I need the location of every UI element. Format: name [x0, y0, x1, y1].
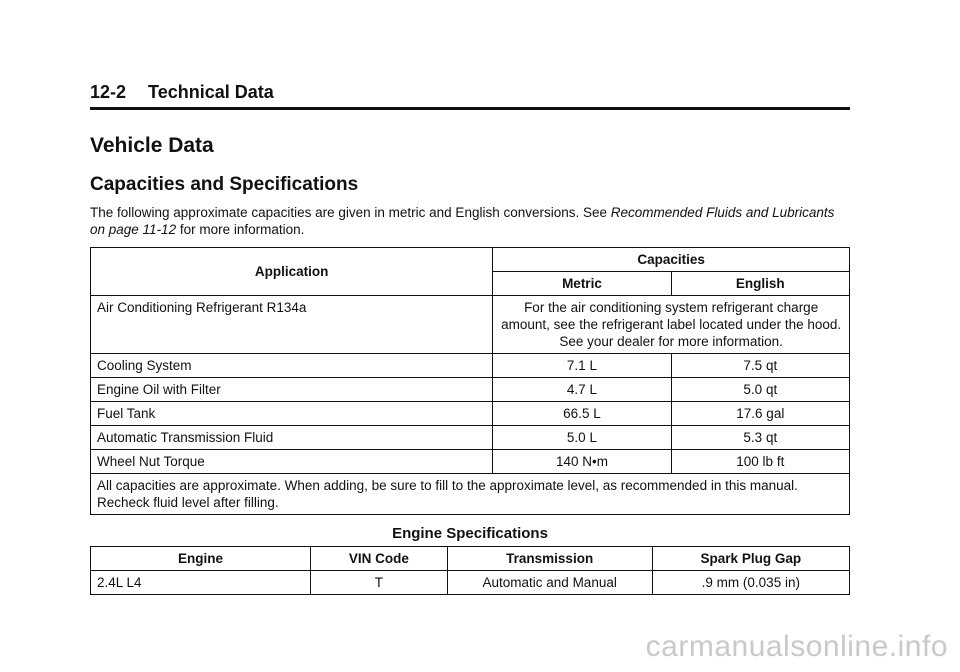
metric-cell: 140 N•m	[493, 450, 671, 474]
engine-spec-cell: T	[311, 571, 448, 595]
table-row	[91, 450, 850, 474]
table-row	[91, 354, 850, 378]
page-title: Vehicle Data	[90, 134, 214, 157]
watermark: carmanualsonline.info	[645, 630, 948, 663]
capacities-footnote: All capacities are approximate. When adding, be sure to fill to the approximate level, as recommended in this manual. Recheck fluid level after filling.	[91, 474, 850, 515]
metric-cell: 7.1 L	[493, 354, 671, 378]
application-cell: Cooling System	[91, 354, 493, 378]
application-cell: Fuel Tank	[91, 402, 493, 426]
application-cell: Automatic Transmission Fluid	[91, 426, 493, 450]
manual-page	[90, 82, 850, 595]
english-cell: 17.6 gal	[671, 402, 849, 426]
cross-reference-link[interactable]: Recommended Fluids and Lubricants on page 11-12	[90, 205, 835, 237]
table-row	[91, 296, 850, 354]
table-row	[91, 402, 850, 426]
intro-paragraph	[90, 204, 850, 238]
application-cell: Wheel Nut Torque	[91, 450, 493, 474]
engine-specs-title: Engine Specifications	[392, 525, 548, 542]
table-row	[91, 426, 850, 450]
engine-spec-cell: .9 mm (0.035 in)	[652, 571, 849, 595]
engine-specs-table	[90, 546, 850, 595]
engine-spec-cell: 2.4L L4	[91, 571, 311, 595]
metric-cell: 4.7 L	[493, 378, 671, 402]
engine-header-cell: Engine	[91, 547, 311, 571]
header-capacities: Capacities	[493, 248, 850, 272]
section-title: Technical Data	[148, 82, 274, 102]
capacities-table	[90, 247, 850, 515]
engine-header-cell: VIN Code	[311, 547, 448, 571]
english-cell: 5.0 qt	[671, 378, 849, 402]
refrigerant-note: For the air conditioning system refrigerant charge amount, see the refrigerant label located under the hood. See your dealer for more information.	[493, 296, 850, 354]
metric-cell: 66.5 L	[493, 402, 671, 426]
metric-cell: 5.0 L	[493, 426, 671, 450]
engine-spec-cell: Automatic and Manual	[447, 571, 652, 595]
running-head	[90, 82, 850, 110]
english-cell: 100 lb ft	[671, 450, 849, 474]
header-metric: Metric	[493, 272, 671, 296]
header-english: English	[671, 272, 849, 296]
intro-text-before: The following approximate capacities are given in metric and English conversions. See	[90, 205, 611, 220]
english-cell: 7.5 qt	[671, 354, 849, 378]
header-application: Application	[91, 248, 493, 296]
engine-header-cell: Spark Plug Gap	[652, 547, 849, 571]
page-number: 12-2	[90, 82, 127, 102]
intro-text-after: for more information.	[176, 222, 305, 237]
application-cell: Air Conditioning Refrigerant R134a	[91, 296, 493, 354]
section-heading: Capacities and Specifications	[90, 174, 359, 195]
engine-header-cell: Transmission	[447, 547, 652, 571]
english-cell: 5.3 qt	[671, 426, 849, 450]
table-row	[91, 378, 850, 402]
table-row	[91, 571, 850, 595]
application-cell: Engine Oil with Filter	[91, 378, 493, 402]
